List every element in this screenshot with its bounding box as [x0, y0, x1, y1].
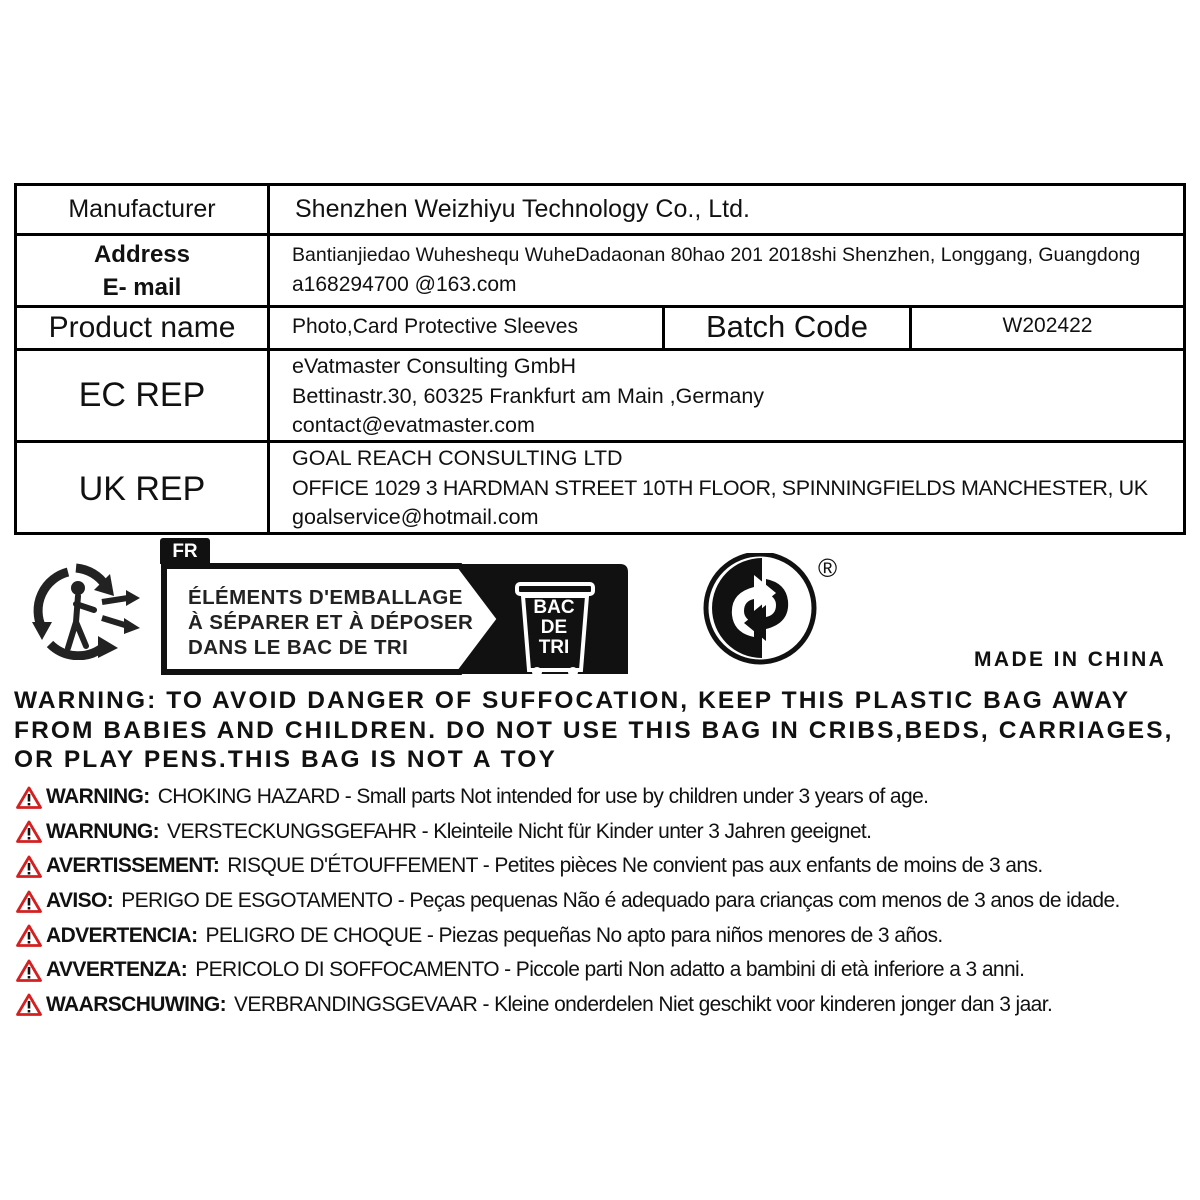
fr-tab: FR — [160, 538, 210, 564]
warning-triangle-icon — [16, 855, 42, 878]
uk-rep-line: GOAL REACH CONSULTING LTD — [292, 446, 623, 470]
warning-keyword: AVISO: — [46, 889, 114, 913]
manufacturer-label: Manufacturer — [17, 186, 270, 233]
batch-code-label: Batch Code — [662, 308, 912, 348]
suffocation-warning — [14, 686, 1194, 775]
fr-sorting-text — [188, 585, 473, 660]
warning-line: OR PLAY PENS.THIS BAG IS NOT A TOY — [14, 746, 557, 773]
warning-item-it — [16, 953, 1120, 988]
warning-line: WARNING: TO AVOID DANGER OF SUFFOCATION, KEEP THIS PLASTIC BAG AWAY — [14, 687, 1131, 714]
product-row — [17, 308, 1183, 351]
warning-keyword: AVVERTENZA: — [46, 958, 188, 982]
uk-rep-line: OFFICE 1029 3 HARDMAN STREET 10TH FLOOR, SPINNINGFIELDS MANCHESTER, UK — [292, 475, 1148, 500]
warning-item-de — [16, 815, 1120, 850]
ec-rep-line: eVatmaster Consulting GmbH — [292, 354, 576, 378]
bin-line: TRI — [538, 637, 570, 658]
bin-line: DE — [540, 617, 568, 638]
warning-item-es — [16, 918, 1120, 953]
warning-text: PERICOLO DI SOFFOCAMENTO - Piccole parti Non adatto a bambini di età inferiore a 3 anni. — [195, 958, 1025, 982]
warning-text: VERBRANDINGSGEVAAR - Kleine onderdelen Niet geschikt voor kinderen jonger dan 3 jaar. — [234, 992, 1053, 1016]
product-name-label: Product name — [17, 308, 270, 348]
warning-item-en — [16, 780, 1120, 815]
ec-rep-line: contact@evatmaster.com — [292, 413, 535, 437]
fr-line: À SÉPARER ET À DÉPOSER — [188, 611, 474, 634]
bin-text — [524, 598, 584, 658]
uk-rep-line: goalservice@hotmail.com — [292, 505, 539, 529]
fr-line: ÉLÉMENTS D'EMBALLAGE — [188, 586, 463, 609]
ec-rep-label: EC REP — [17, 351, 270, 440]
warning-keyword: WAARSCHUWING: — [46, 992, 227, 1016]
warning-keyword: AVERTISSEMENT: — [46, 854, 220, 878]
made-in-china: MADE IN CHINA — [974, 648, 1167, 671]
product-name-value: Photo,Card Protective Sleeves — [292, 315, 578, 338]
warning-item-nl — [16, 988, 1120, 1023]
registered-mark: ® — [818, 553, 838, 583]
warning-text: PELIGRO DE CHOQUE - Piezas pequeñas No apto para niños menores de 3 años. — [205, 923, 943, 947]
email-label: E- mail — [102, 273, 182, 301]
address-value: Bantianjiedao Wuheshequ WuheDadaonan 80hao 201 2018shi Shenzhen, Longgang, Guangdong — [292, 244, 1141, 266]
warning-keyword: WARNING: — [46, 785, 150, 809]
warning-text: RISQUE D'ÉTOUFFEMENT - Petites pièces Ne convient pas aux enfants de moins de 3 ans. — [227, 854, 1043, 878]
warning-keyword: WARNUNG: — [46, 819, 160, 843]
address-label: Address — [93, 240, 191, 268]
ec-rep-row — [17, 351, 1183, 443]
warning-text: PERIGO DE ESGOTAMENTO - Peças pequenas Não é adequado para crianças com menos de 3 anos de idade. — [121, 889, 1120, 913]
warning-triangle-icon — [16, 959, 42, 982]
fr-sorting-banner — [158, 538, 633, 680]
warning-line: FROM BABIES AND CHILDREN. DO NOT USE THIS BAG IN CRIBS,BEDS, CARRIAGES, — [14, 716, 1174, 744]
triman-recycling-icon — [28, 560, 146, 660]
email-value: a168294700 @163.com — [292, 273, 517, 296]
green-dot-icon — [700, 553, 850, 668]
uk-rep-row — [17, 443, 1183, 535]
choking-warning-list — [16, 780, 1120, 1022]
ec-rep-value — [270, 351, 1183, 440]
warning-triangle-icon — [16, 786, 42, 809]
manufacturer-row — [17, 186, 1183, 236]
warning-item-fr — [16, 849, 1120, 884]
manufacturer-value: Shenzhen Weizhiyu Technology Co., Ltd. — [295, 195, 750, 223]
address-value-cell — [270, 236, 1183, 305]
batch-code-value: W202422 — [1002, 314, 1093, 337]
warning-triangle-icon — [16, 993, 42, 1016]
fr-line: DANS LE BAC DE TRI — [188, 636, 409, 659]
ec-rep-line: Bettinastr.30, 60325 Frankfurt am Main ,Germany — [292, 383, 765, 408]
warning-text: VERSTECKUNGSGEFAHR - Kleinteile Nicht für Kinder unter 3 Jahren geeignet. — [167, 819, 872, 843]
warning-item-pt — [16, 884, 1120, 919]
bin-line: BAC — [533, 597, 575, 618]
uk-rep-value — [270, 443, 1183, 535]
warning-keyword: ADVERTENCIA: — [46, 923, 198, 947]
warning-triangle-icon — [16, 924, 42, 947]
green-dot-symbol — [700, 553, 820, 668]
uk-rep-label: UK REP — [17, 443, 270, 535]
address-label-cell — [17, 236, 270, 305]
warning-triangle-icon — [16, 820, 42, 843]
address-row — [17, 236, 1183, 308]
info-table — [14, 183, 1186, 535]
warning-triangle-icon — [16, 890, 42, 913]
warning-text: CHOKING HAZARD - Small parts Not intended for use by children under 3 years of age. — [157, 785, 929, 809]
